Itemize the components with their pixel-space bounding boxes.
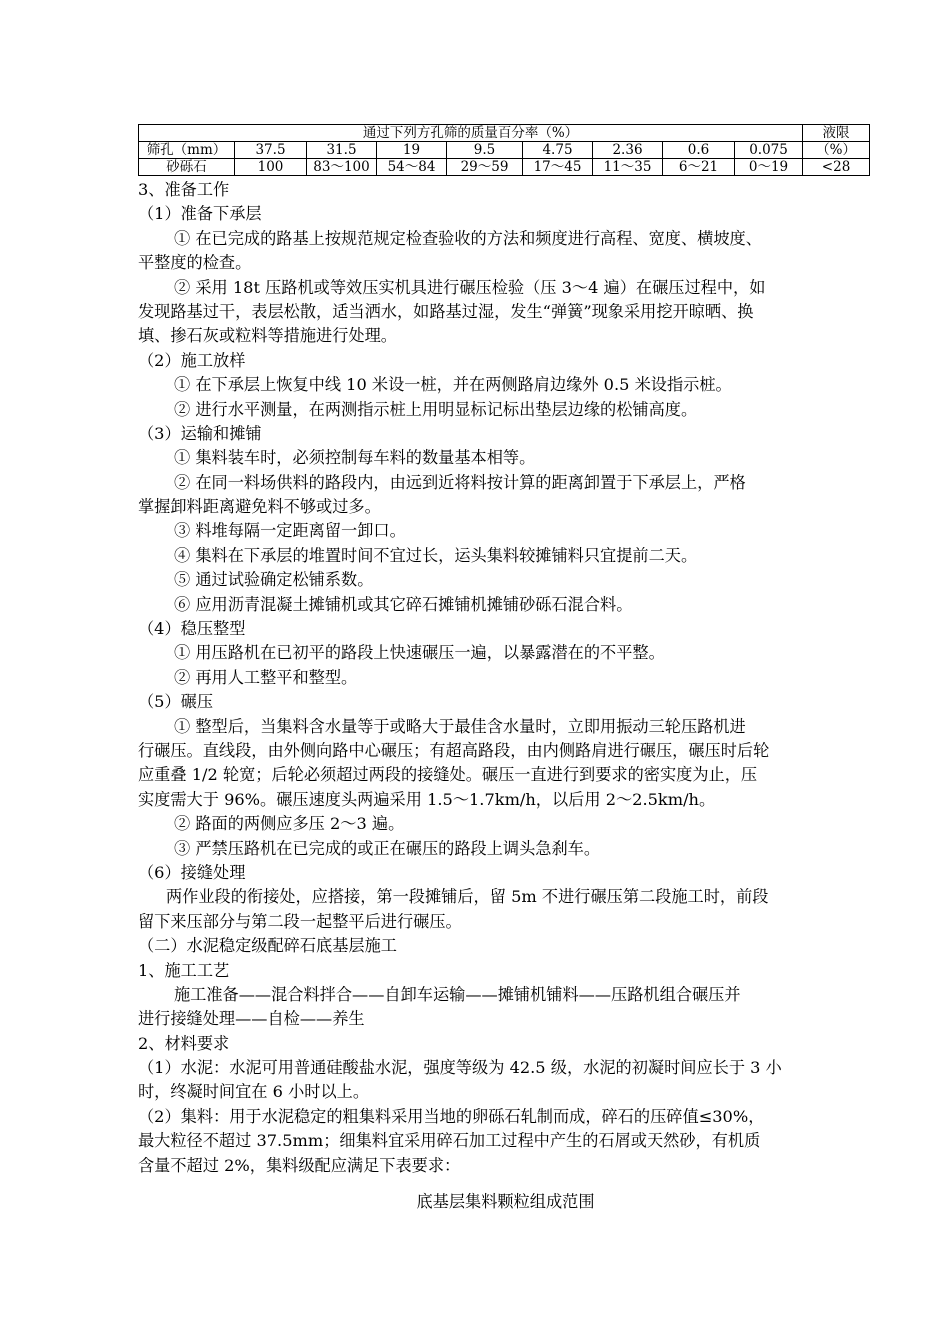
table-cell: 0.075 — [735, 142, 803, 159]
table-row — [139, 142, 870, 159]
paragraph-line: ② 进行水平测量，在两测指示桩上用明显标记标出垫层边缘的松铺高度。 — [174, 399, 698, 419]
table-cell: 83～100 — [307, 159, 377, 176]
document-body — [138, 178, 873, 1214]
paragraph-line: 施工准备——混合料拌合——自卸车运输——摊铺机铺料——压路机组合碾压并 — [174, 984, 741, 1004]
paragraph-line: ② 再用人工整平和整型。 — [174, 667, 358, 687]
liquid-limit-header: 液限 — [803, 125, 870, 142]
paragraph-line: 最大粒径不超过 37.5mm；细集料宜采用碎石加工过程中产生的石屑或天然砂，有机质 — [138, 1131, 761, 1151]
table-cell: 4.75 — [523, 142, 593, 159]
paragraph-line: ③ 料堆每隔一定距离留一卸口。 — [174, 521, 406, 541]
table-cell: 0.6 — [663, 142, 735, 159]
table-cell: 2.36 — [593, 142, 663, 159]
table-cell: 17～45 — [523, 159, 593, 176]
table-cell: 100 — [235, 159, 307, 176]
paragraph-line: 填、掺石灰或粒料等措施进行处理。 — [138, 326, 397, 346]
passing-percent-header: 通过下列方孔筛的质量百分率（%） — [139, 125, 803, 142]
table-row — [139, 159, 870, 176]
section-heading: （二）水泥稳定级配碎石底基层施工 — [138, 936, 397, 956]
paragraph-line: ① 整型后，当集料含水量等于或略大于最佳含水量时，立即用振动三轮压路机进 — [174, 716, 746, 736]
paragraph-line: 平整度的检查。 — [138, 253, 252, 273]
paragraph-line: （2）集料：用于水泥稳定的粗集料采用当地的卵砾石轧制而成，碎石的压碎值≤30%， — [138, 1106, 765, 1126]
paragraph-line: ⑤ 通过试验确定松铺系数。 — [174, 570, 374, 590]
paragraph-line: ③ 严禁压路机在已完成的或正在碾压的路段上调头急刹车。 — [174, 838, 601, 858]
table-header-row — [139, 125, 870, 142]
section-heading: 2、材料要求 — [138, 1033, 230, 1053]
subsection-heading: （3）运输和摊铺 — [138, 423, 262, 443]
paragraph-line: ① 在已完成的路基上按规范规定检查验收的方法和频度进行高程、宽度、横坡度、 — [174, 228, 762, 248]
table-cell: 29～59 — [447, 159, 523, 176]
section-heading: 1、施工工艺 — [138, 960, 230, 980]
liquid-limit-value: <28 — [803, 159, 870, 176]
paragraph-line: 应重叠 1/2 轮宽；后轮必须超过两段的接缝处。碾压一直进行到要求的密实度为止，压 — [138, 765, 758, 785]
paragraph-line: ⑥ 应用沥青混凝土摊铺机或其它碎石摊铺机摊铺砂砾石混合料。 — [174, 594, 633, 614]
paragraph-line: ④ 集料在下承层的堆置时间不宜过长，运头集料较摊铺料只宜提前二天。 — [174, 545, 698, 565]
subsection-heading: （4）稳压整型 — [138, 619, 246, 639]
sieve-gradation-table — [138, 124, 870, 176]
table-cell: 31.5 — [307, 142, 377, 159]
table-cell: 37.5 — [235, 142, 307, 159]
table-cell: 54～84 — [377, 159, 447, 176]
paragraph-line: ① 集料装车时，必须控制每车料的数量基本相等。 — [174, 448, 536, 468]
subsection-heading: （2）施工放样 — [138, 350, 246, 370]
paragraph-line: 含量不超过 2%，集料级配应满足下表要求： — [138, 1155, 461, 1175]
table-caption: 底基层集料颗粒组成范围 — [416, 1192, 595, 1212]
paragraph-line: ② 在同一料场供料的路段内，由远到近将料按计算的距离卸置于下承层上，严格 — [174, 472, 746, 492]
subsection-heading: （5）碾压 — [138, 692, 214, 712]
paragraph-line: 实度需大于 96%。碾压速度头两遍采用 1.5～1.7km/h，以后用 2～2.5km/h。 — [138, 789, 716, 809]
material-label: 砂砾石 — [139, 159, 235, 176]
subsection-heading: （6）接缝处理 — [138, 862, 246, 882]
section-heading: 3、准备工作 — [138, 180, 230, 199]
table-cell: 19 — [377, 142, 447, 159]
liquid-limit-unit: （%） — [803, 142, 870, 159]
table-cell: 11～35 — [593, 159, 663, 176]
paragraph-line: 进行接缝处理——自检——养生 — [138, 1009, 365, 1029]
paragraph-line: ② 采用 18t 压路机或等效压实机具进行碾压检验（压 3～4 遍）在碾压过程中，如 — [174, 277, 766, 297]
subsection-heading: （1）准备下承层 — [138, 204, 262, 224]
paragraph-line: 时，终凝时间宜在 6 小时以上。 — [138, 1082, 370, 1102]
paragraph-line: （1）水泥：水泥可用普通硅酸盐水泥，强度等级为 42.5 级，水泥的初凝时间应长于 3 小 — [138, 1058, 782, 1078]
table-cell: 6～21 — [663, 159, 735, 176]
paragraph-line: ① 在下承层上恢复中线 10 米设一桩，并在两侧路肩边缘外 0.5 米设指示桩。 — [174, 375, 732, 395]
paragraph-line: 两作业段的衔接处，应搭接，第一段摊铺后，留 5m 不进行碾压第二段施工时，前段 — [166, 887, 769, 907]
paragraph-line: 留下来压部分与第二段一起整平后进行碾压。 — [138, 911, 462, 931]
table-cell: 0～19 — [735, 159, 803, 176]
paragraph-line: 掌握卸料距离避免料不够或过多。 — [138, 497, 381, 517]
paragraph-line: 发现路基过干，表层松散，适当洒水，如路基过湿，发生“弹簧”现象采用挖开晾晒、换 — [138, 301, 754, 321]
paragraph-line: ② 路面的两侧应多压 2～3 遍。 — [174, 814, 405, 834]
paragraph-line: 行碾压。直线段，由外侧向路中心碾压；有超高路段，由内侧路肩进行碾压，碾压时后轮 — [138, 740, 770, 760]
paragraph-line: ① 用压路机在已初平的路段上快速碾压一遍，以暴露潜在的不平整。 — [174, 643, 665, 663]
table-cell: 9.5 — [447, 142, 523, 159]
sieve-size-label: 筛孔（mm） — [139, 142, 235, 159]
